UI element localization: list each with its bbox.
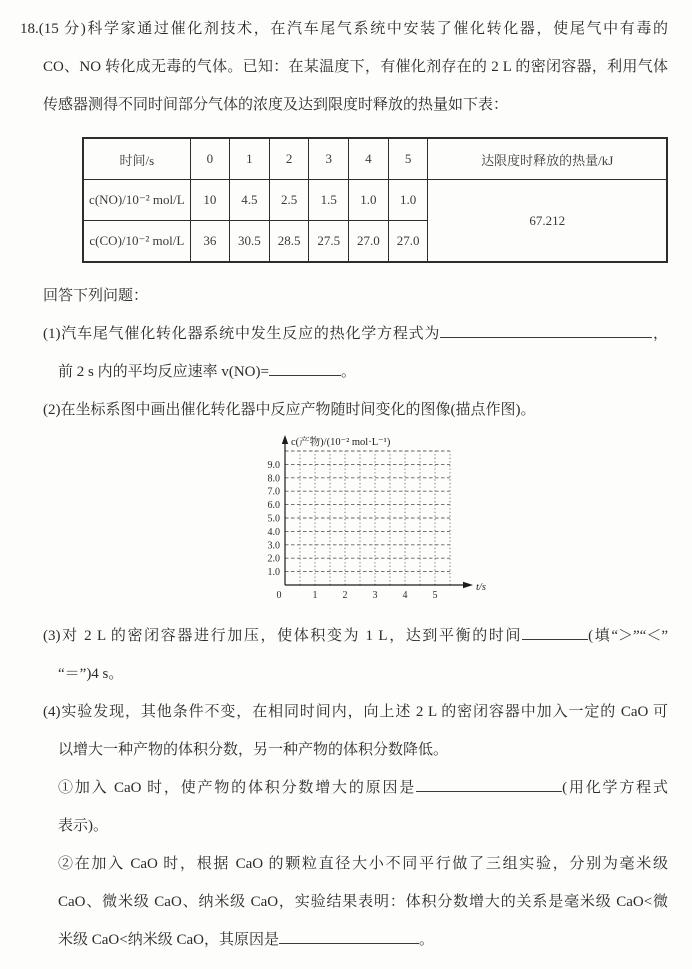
svg-text:1.0: 1.0	[267, 567, 280, 579]
q1-text-pre: (1)汽车尾气催化转化器系统中发生反应的热化学方程式为	[43, 326, 441, 342]
header-t3: 3	[309, 138, 349, 180]
svg-text:2.0: 2.0	[267, 553, 280, 565]
q4s2-reason-blank	[279, 928, 419, 944]
row-label-no: c(NO)/10⁻² mol/L	[83, 180, 190, 221]
q4s2-text-pre: 米级 CaO<纳米级 CaO，其原因是	[58, 932, 279, 948]
grid-lines	[285, 451, 450, 585]
heat-released-value: 67.212	[428, 180, 667, 263]
svg-text:5.0: 5.0	[267, 513, 280, 525]
svg-text:5: 5	[432, 590, 438, 601]
svg-text:9.0: 9.0	[267, 459, 280, 471]
q1-equation-blank	[440, 322, 652, 338]
table-header-row	[83, 138, 667, 180]
svg-text:7.0: 7.0	[267, 486, 280, 498]
header-time: 时间/s	[83, 138, 190, 180]
co-value: 36	[190, 221, 229, 263]
question-1-line-1	[20, 315, 668, 353]
q3-time-blank	[522, 624, 588, 640]
table-row-no	[83, 180, 667, 221]
svg-text:2: 2	[342, 590, 348, 601]
no-value: 1.0	[388, 180, 428, 221]
row-label-co: c(CO)/10⁻² mol/L	[83, 221, 190, 263]
q4s2-text-post: 。	[418, 932, 434, 948]
question-4-sub2-line-3	[20, 921, 668, 959]
header-t4: 4	[349, 138, 389, 180]
svg-text:4: 4	[402, 590, 408, 601]
svg-text:8.0: 8.0	[267, 473, 280, 485]
header-t5: 5	[388, 138, 428, 180]
svg-text:3.0: 3.0	[267, 540, 280, 552]
co-value: 27.5	[309, 221, 349, 263]
header-t2: 2	[269, 138, 309, 180]
svg-text:0: 0	[276, 590, 282, 601]
questions-intro: 回答下列问题：	[43, 288, 149, 304]
stem-line-1: 18.(15 分)科学家通过催化剂技术，在汽车尾气系统中安装了催化转化器，使尾气中有毒的	[20, 21, 668, 37]
no-value: 1.5	[309, 180, 349, 221]
question-4-line-2: 以增大一种产物的体积分数，另一种产物的体积分数降低。	[58, 742, 449, 758]
question-4-sub1-line-2: 表示)。	[58, 818, 108, 834]
x-axis-label: t/s	[476, 582, 486, 593]
header-t0: 0	[190, 138, 229, 180]
svg-text:3: 3	[372, 590, 378, 601]
co-value: 28.5	[269, 221, 309, 263]
header-t1: 1	[230, 138, 270, 180]
stem-line-3: 传感器测得不同时间部分气体的浓度及达到限度时释放的热量如下表：	[43, 97, 509, 113]
no-value: 4.5	[230, 180, 270, 221]
question-4-sub2-line-2: CaO、微米级 CaO、纳米级 CaO，实验结果表明：体积分数增大的关系是毫米级 CaO<微	[58, 894, 668, 910]
y-axis-label: c(产物)/(10⁻² mol·L⁻¹)	[291, 437, 391, 448]
svg-text:4.0: 4.0	[267, 526, 280, 538]
question-4-line-1: (4)实验发现，其他条件不变，在相同时间内，向上述 2 L 的密闭容器中加入一定的 CaO 可	[43, 704, 668, 720]
question-3-line-1	[20, 617, 668, 655]
concentration-table	[82, 137, 668, 263]
no-value: 2.5	[269, 180, 309, 221]
q4s1-reason-blank	[416, 776, 562, 792]
stem-line-2: CO、NO 转化成无毒的气体。已知：在某温度下，有催化剂存在的 2 L 的密闭容器，利用气体	[43, 59, 668, 75]
svg-text:1: 1	[312, 590, 318, 601]
q4s1-text-post: (用化学方程式	[562, 780, 668, 796]
question-4-sub2-line-1: ②在加入 CaO 时，根据 CaO 的颗粒直径大小不同平行做了三组实验，分别为毫米级	[58, 856, 668, 872]
co-value: 27.0	[388, 221, 428, 263]
plot-area	[251, 433, 668, 609]
tick-labels	[268, 460, 438, 601]
plot-grid-svg	[251, 433, 509, 609]
no-value: 1.0	[349, 180, 389, 221]
question-2: (2)在坐标系图中画出催化转化器中反应产物随时间变化的图像(描点作图)。	[43, 402, 536, 418]
co-value: 30.5	[230, 221, 270, 263]
q1-rate-period: 。	[340, 364, 356, 380]
no-value: 10	[190, 180, 229, 221]
q1-rate-blank	[269, 360, 341, 376]
q4s1-text-pre: ①加入 CaO 时，使产物的体积分数增大的原因是	[58, 780, 417, 796]
q1-rate-text: 前 2 s 内的平均反应速率 v(NO)=	[58, 364, 269, 380]
q3-text-post: (填“＞”“＜”	[588, 628, 668, 644]
question-1-line-2	[20, 353, 668, 391]
q1-text-post: ，	[652, 326, 668, 342]
header-heat: 达限度时释放的热量/kJ	[428, 138, 667, 180]
question-4-sub1-line-1	[20, 769, 668, 807]
y-axis-arrow-icon	[282, 435, 288, 444]
question-3-line-2: “＝”)4 s。	[58, 666, 124, 682]
svg-text:6.0: 6.0	[267, 500, 280, 512]
x-axis-arrow-icon	[463, 582, 473, 588]
co-value: 27.0	[349, 221, 389, 263]
q3-text-pre: (3)对 2 L 的密闭容器进行加压，使体积变为 1 L，达到平衡的时间	[43, 628, 523, 644]
